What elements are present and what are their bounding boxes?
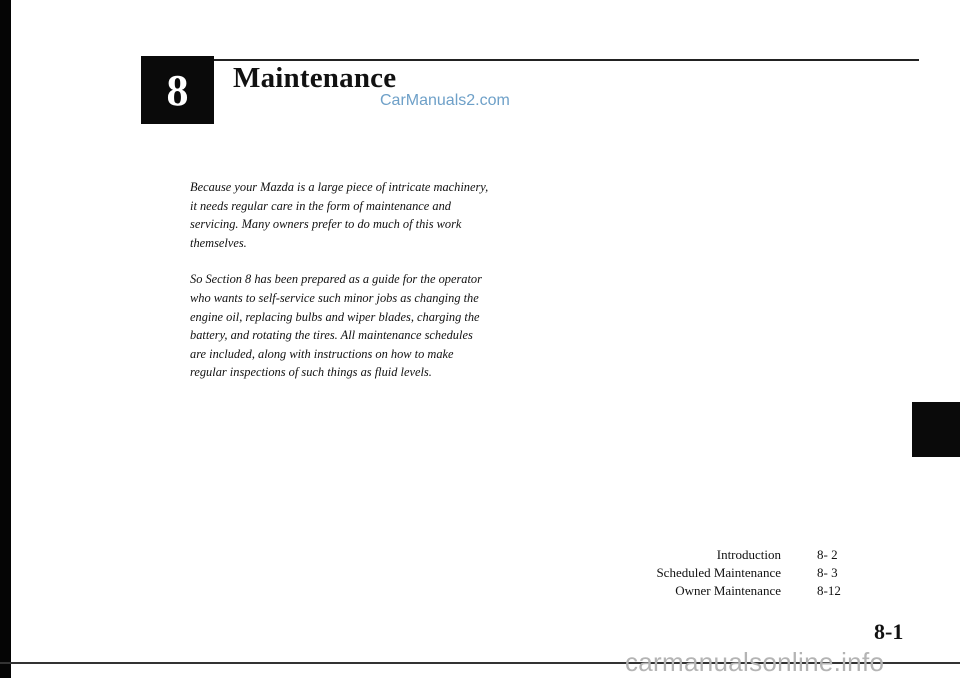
chapter-title: Maintenance xyxy=(233,62,397,94)
title-rule xyxy=(214,59,919,61)
watermark-top[interactable]: CarManuals2.com xyxy=(380,92,510,109)
toc-page: 8- 3 xyxy=(817,565,838,580)
toc-title: Owner Maintenance xyxy=(675,583,781,598)
toc-page: 8-12 xyxy=(817,583,841,598)
toc-row-owner-maintenance[interactable] xyxy=(580,582,860,600)
section-thumb-tab xyxy=(912,402,960,457)
intro-text xyxy=(190,178,490,382)
page-number: 8-1 xyxy=(874,619,904,644)
toc-row-scheduled-maintenance[interactable] xyxy=(580,564,860,582)
toc-row-introduction[interactable] xyxy=(580,546,860,564)
toc-title: Introduction xyxy=(716,547,781,562)
intro-paragraph-2: So Section 8 has been prepared as a guide for the operator who wants to self-service such minor jobs as changing the engine oil, replacing bulbs and wiper blades, charging the battery, and rotating the tires. All maintenance schedules are included, along with instructions on how to make regular inspections of such things as fluid levels. xyxy=(190,272,482,380)
watermark-bottom[interactable]: carmanualsonline.info xyxy=(625,647,885,677)
chapter-number-box xyxy=(141,56,214,124)
intro-paragraph-1: Because your Mazda is a large piece of intricate machinery, it needs regular care in the form of maintenance and servicing. Many owners prefer to do much of this work themselves. xyxy=(190,180,489,250)
chapter-number: 8 xyxy=(166,65,189,115)
toc-page: 8- 2 xyxy=(817,547,838,562)
table-of-contents xyxy=(580,546,860,600)
toc-title: Scheduled Maintenance xyxy=(656,565,781,580)
page-edge-bar xyxy=(0,0,11,678)
